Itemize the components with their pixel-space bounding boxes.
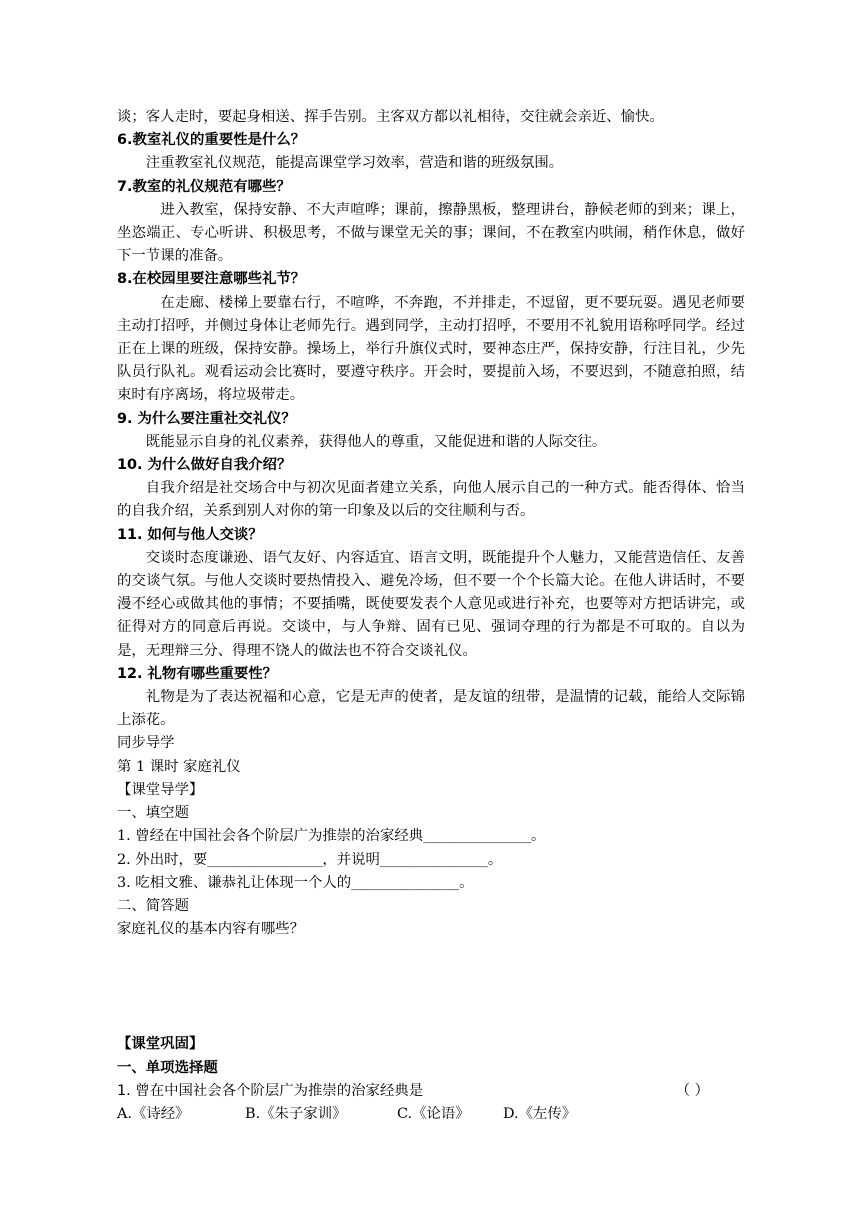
document-body xyxy=(117,106,745,1126)
classroom-guide-heading: 【课堂导学】 xyxy=(117,781,204,798)
question-heading-8: 8.在校园里要注意哪些礼节？ xyxy=(117,271,306,288)
multiple-choice-question-1 xyxy=(117,1080,745,1103)
section-sync-guide: 同步导学 xyxy=(117,735,175,752)
fill-blank-heading: 一、填空题 xyxy=(117,805,189,822)
question-heading-7: 7.教室的礼仪规范有哪些？ xyxy=(117,178,291,195)
text-line: 谈；客人走时，要起身相送、挥手告别。主客双方都以礼相待，交往就会亲近、愉快。 xyxy=(117,109,664,125)
answer-8: 在走廊、楼梯上要靠右行，不喧哗，不奔跑，不并排走，不逗留，更不要玩耍。遇见老师要主动打招呼，并侧过身体让老师先行。遇到同学，主动打招呼，不要用不礼貌用语称呼同学。经过正在上课的班级，保持安静。操场上，举行升旗仪式时，要神态庄严，保持安静，行注目礼，少先队员行队礼。观看运动会比赛时，要遵守秩序。开会时，要提前入场，不要迟到，不随意拍照，结束时有序离场，将垃圾带走。 xyxy=(117,294,745,404)
answer-7: 进入教室，保持安静、不大声喧哗；课前，擦静黑板，整理讲台，静候老师的到来；课上，坐恣端正、专心听讲、积极思考，不做与课堂无关的事；课间，不在教室内哄闹，稍作休息，做好下一节课的准备。 xyxy=(117,201,745,265)
option-c: C.《论语》 xyxy=(397,1105,470,1122)
question-heading-12: 12. 礼物有哪些重要性？ xyxy=(117,665,278,682)
question-heading-6: 6.教室礼仪的重要性是什么？ xyxy=(117,132,306,149)
lesson-title: 第 1 课时 家庭礼仪 xyxy=(117,758,241,775)
answer-space xyxy=(117,941,745,1033)
mcq-1-stem: 1. 曾在中国社会各个阶层广为推崇的治家经典是 xyxy=(117,1082,424,1099)
answer-6: 注重教室礼仪规范，能提高课堂学习效率，营造和谐的班级氛围。 xyxy=(145,155,564,172)
mcq-1-answer-paren: （ ） xyxy=(675,1082,709,1099)
answer-11: 交谈时态度谦逊、语气友好、内容适宜、语言文明，既能提升个人魅力，又能营造信任、友善的交谈气氛。与他人交谈时要热情投入、避免冷场，但不要一个个长篇大论。在他人讲话时，不要漫不经心或做其他的事情；不要插嘴，既使要发表个人意见或进行补充，也要等对方把话讲完，或征得对方的同意后再说。交谈中，与人争辩、固有已见、强词夺理的行为都是不可取的。自以为是，无理辩三分、得理不饶人的做法也不符合交谈礼仪。 xyxy=(117,549,745,659)
consolidation-heading: 【课堂巩固】 xyxy=(117,1036,204,1053)
answer-12: 礼物是为了表达祝福和心意，它是无声的使者，是友谊的纽带，是温情的记载，能给人交际锦上添花。 xyxy=(117,689,745,729)
fill-blank-1: 1. 曾经在中国社会各个阶层广为推崇的治家经典_______________。 xyxy=(117,828,546,845)
fill-blank-2: 2. 外出时，要________________，并说明_______________。 xyxy=(117,851,503,868)
option-b: B.《朱子家训》 xyxy=(245,1105,347,1122)
question-heading-9: 9. 为什么要注重社交礼仪？ xyxy=(117,410,296,427)
fill-blank-3: 3. 吃相文雅、谦恭礼让体现一个人的_______________。 xyxy=(117,874,474,891)
answer-9: 既能显示自身的礼仪素养，获得他人的尊重，又能促进和谐的人际交往。 xyxy=(145,433,607,450)
short-answer-heading: 二、简答题 xyxy=(117,897,189,914)
question-heading-10: 10. 为什么做好自我介绍？ xyxy=(117,457,292,474)
answer-10: 自我介绍是社交场合中与初次见面者建立关系，向他人展示自己的一种方式。能否得体、恰当的自我介绍，关系到别人对你的第一印象及以后的交往顺利与否。 xyxy=(117,480,745,520)
multiple-choice-heading: 一、单项选择题 xyxy=(117,1059,218,1076)
question-heading-11: 11. 如何与他人交谈？ xyxy=(117,526,263,543)
option-d: D.《左传》 xyxy=(503,1105,577,1122)
short-answer-question: 家庭礼仪的基本内容有哪些？ xyxy=(117,921,305,938)
mcq-1-options xyxy=(117,1103,745,1126)
option-a: A.《诗经》 xyxy=(117,1105,190,1122)
